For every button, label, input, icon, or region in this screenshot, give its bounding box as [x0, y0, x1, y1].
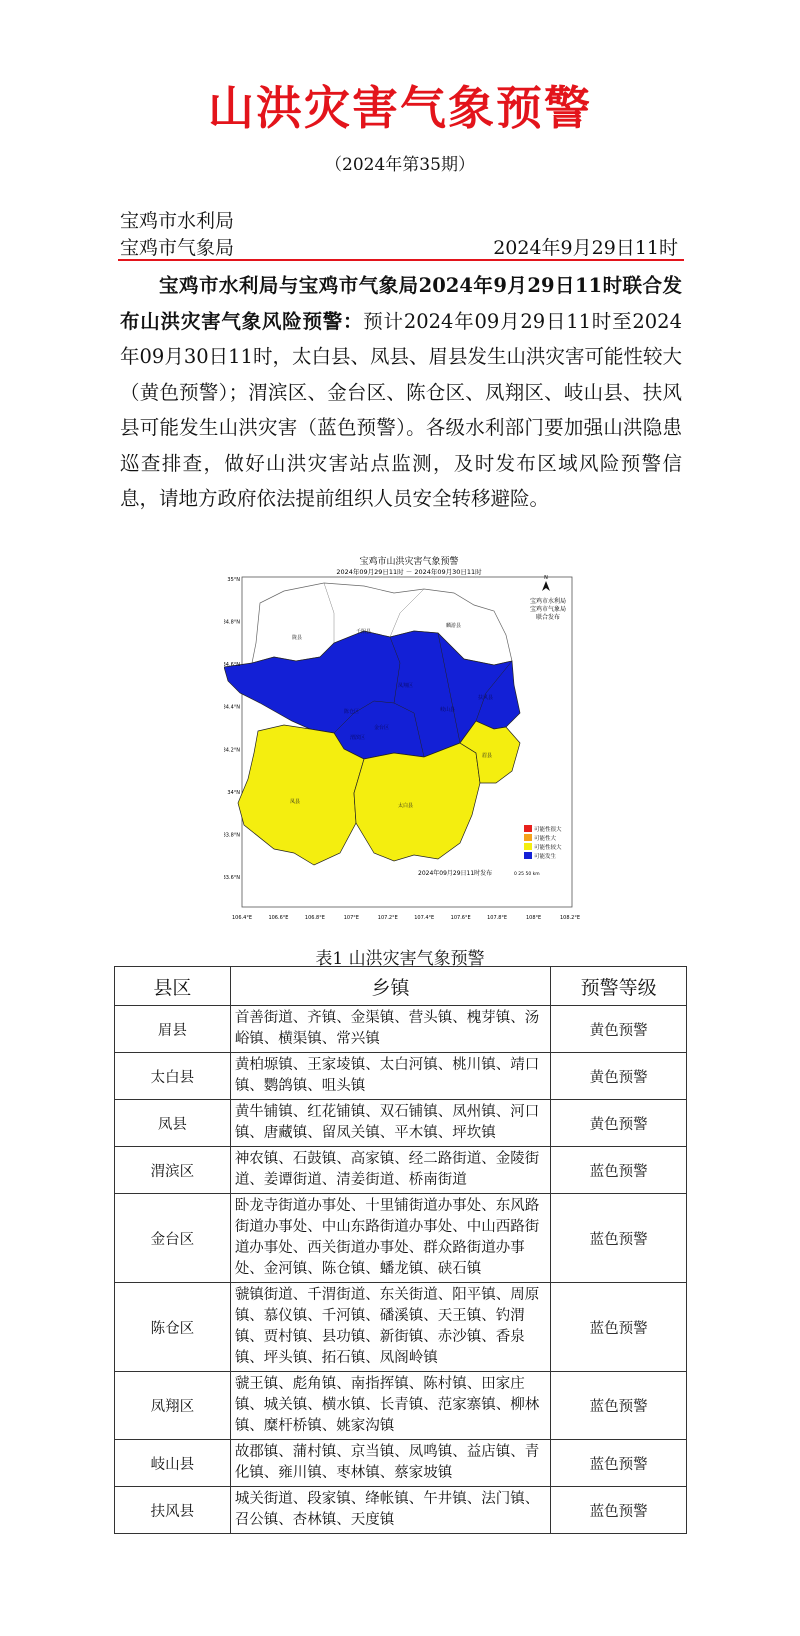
cell-level: 蓝色预警: [551, 1194, 687, 1283]
longitude-tick-label: 106.8°E: [304, 915, 325, 921]
map-footer: 2024年09月29日11时发布: [418, 870, 493, 877]
label-fengxian: 凤县: [290, 799, 301, 805]
issuer-water-bureau: 宝鸡市水利局: [120, 210, 235, 232]
cell-towns: 神农镇、石鼓镇、高家镇、经二路街道、金陵街道、姜谭街道、清姜街道、桥南街道: [230, 1147, 550, 1194]
cell-county: 太白县: [115, 1053, 231, 1100]
cell-county: 扶风县: [115, 1487, 231, 1534]
cell-county: 凤翔区: [115, 1372, 231, 1440]
cell-county: 陈仓区: [115, 1283, 231, 1372]
label-qianyang: 千阳县: [356, 629, 372, 635]
legend-swatch-high: [524, 834, 532, 841]
legend-label-possible: 可能发生: [534, 854, 557, 860]
cell-towns: 首善街道、齐镇、金渠镇、营头镇、槐芽镇、汤峪镇、横渠镇、常兴镇: [230, 1006, 550, 1053]
cell-county: 眉县: [115, 1006, 231, 1053]
cell-county: 岐山县: [115, 1440, 231, 1487]
label-qishan: 岐山县: [440, 707, 456, 713]
warning-paragraph-lead: 宝鸡市水利局与宝鸡市气象局2024年9月29日11时联合发布山洪灾害气象风险预警：: [120, 274, 682, 333]
longitude-tick-label: 108.2°E: [560, 915, 580, 921]
label-meixian: 眉县: [482, 753, 493, 759]
table-row: [115, 1053, 687, 1100]
latitude-tick-label: 35°N: [227, 577, 240, 583]
cell-towns: 虢王镇、彪角镇、南指挥镇、陈村镇、田家庄镇、城关镇、横水镇、长青镇、范家寨镇、柳林镇、糜杆桥镇、姚家沟镇: [230, 1372, 550, 1440]
label-fengxiang: 凤翔区: [398, 683, 414, 689]
label-weibin: 渭滨区: [350, 735, 366, 741]
map-agency-line-1: 宝鸡市水利局: [529, 598, 567, 605]
cell-level: 黄色预警: [551, 1100, 687, 1147]
warning-table: [114, 966, 687, 1534]
warning-map: [224, 553, 594, 931]
longitude-tick-label: 106.4°E: [232, 915, 252, 921]
cell-towns: 城关街道、段家镇、绛帐镇、午井镇、法门镇、召公镇、杏林镇、天度镇: [230, 1487, 550, 1534]
longitude-tick-label: 107.8°E: [487, 915, 508, 921]
issue-date: 2024年9月29日11时: [493, 237, 678, 259]
latitude-tick-label: 33.6°N: [224, 875, 240, 881]
table-header-row: [115, 967, 687, 1006]
issue-number: （2024年第35期）: [325, 155, 475, 175]
map-agency-line-3: 联合发布: [535, 614, 561, 621]
header-towns: 乡镇: [230, 967, 550, 1006]
warning-paragraph-body: 预计2024年09月29日11时至2024年09月30日11时，太白县、凤县、眉县发生山洪灾害可能性较大（黄色预警）；渭滨区、金台区、陈仓区、凤翔区、岐山县、扶风县可能发生山洪灾害（蓝色预警）。各级水利部门要加强山洪隐患巡查排查，做好山洪灾害站点监测，及时发布区域风险预警信息，请地方政府依法提前组织人员安全转移避险。: [120, 309, 682, 510]
latitude-tick-label: 34.6°N: [224, 662, 240, 669]
header-county: 县区: [115, 967, 231, 1006]
label-chencang: 陈仓区: [344, 709, 360, 715]
cell-level: 蓝色预警: [551, 1372, 687, 1440]
latitude-tick-label: 34.2°N: [224, 747, 240, 754]
latitude-tick-label: 34.4°N: [224, 704, 240, 711]
cell-county: 凤县: [115, 1100, 231, 1147]
map-period: 2024年09月29日11时 － 2024年09月30日11时: [336, 568, 482, 576]
north-label: N: [544, 575, 548, 581]
label-taibai: 太白县: [398, 803, 414, 809]
table-row: [115, 1487, 687, 1534]
longitude-tick-label: 107.4°E: [414, 915, 435, 921]
warning-paragraph: [120, 268, 682, 517]
table-row: [115, 1194, 687, 1283]
legend-swatch-possible: [524, 852, 532, 859]
table-row: [115, 1440, 687, 1487]
legend-swatch-fairly-high: [524, 843, 532, 850]
latitude-tick-label: 34.8°N: [224, 619, 240, 626]
map-agency-line-2: 宝鸡市气象局: [529, 606, 567, 613]
longitude-tick-label: 106.6°E: [268, 915, 289, 921]
cell-county: 金台区: [115, 1194, 231, 1283]
table-row: [115, 1006, 687, 1053]
table-row: [115, 1372, 687, 1440]
legend-label-fairly-high: 可能性较大: [534, 845, 562, 851]
label-jintai: 金台区: [374, 725, 390, 731]
longitude-tick-label: 107.2°E: [377, 915, 398, 921]
table-caption: 表1 山洪灾害气象预警: [315, 949, 485, 969]
cell-towns: 虢镇街道、千渭街道、东关街道、阳平镇、周原镇、慕仪镇、千河镇、磻溪镇、天王镇、钓渭镇、贾村镇、县功镇、新街镇、赤沙镇、香泉镇、坪头镇、拓石镇、凤阁岭镇: [230, 1283, 550, 1372]
label-long: 陇县: [292, 635, 303, 641]
table-row: [115, 1283, 687, 1372]
map-title: 宝鸡市山洪灾害气象预警: [359, 557, 459, 567]
table-row: [115, 1100, 687, 1147]
header-divider: [118, 259, 684, 261]
warning-map-svg: [224, 553, 594, 931]
legend-label-high: 可能性大: [534, 836, 557, 842]
label-linyou: 麟游县: [446, 623, 462, 629]
cell-level: 蓝色预警: [551, 1147, 687, 1194]
latitude-tick-label: 33.8°N: [224, 832, 240, 839]
longitude-tick-label: 107°E: [343, 915, 359, 921]
cell-towns: 黄柏塬镇、王家堎镇、太白河镇、桃川镇、靖口镇、鹦鸽镇、咀头镇: [230, 1053, 550, 1100]
table-row: [115, 1147, 687, 1194]
latitude-axis: [224, 577, 240, 881]
cell-level: 蓝色预警: [551, 1487, 687, 1534]
cell-towns: 卧龙寺街道办事处、十里铺街道办事处、东风路街道办事处、中山东路街道办事处、中山西路街道办事处、西关街道办事处、群众路街道办事处、金河镇、陈仓镇、蟠龙镇、硖石镇: [230, 1194, 550, 1283]
cell-level: 蓝色预警: [551, 1440, 687, 1487]
longitude-tick-label: 107.6°E: [450, 915, 471, 921]
cell-towns: 黄牛铺镇、红花铺镇、双石铺镇、凤州镇、河口镇、唐藏镇、留凤关镇、平木镇、坪坎镇: [230, 1100, 550, 1147]
cell-level: 黄色预警: [551, 1053, 687, 1100]
legend-swatch-very-high: [524, 825, 532, 832]
legend-label-very-high: 可能性很大: [534, 827, 562, 833]
label-fufeng: 扶风县: [478, 695, 494, 701]
header-level: 预警等级: [551, 967, 687, 1006]
longitude-tick-label: 108°E: [525, 915, 542, 921]
cell-level: 蓝色预警: [551, 1283, 687, 1372]
latitude-tick-label: 34°N: [227, 789, 240, 796]
cell-level: 黄色预警: [551, 1006, 687, 1053]
cell-county: 渭滨区: [115, 1147, 231, 1194]
longitude-axis: [232, 915, 580, 921]
cell-towns: 故郡镇、蒲村镇、京当镇、凤鸣镇、益店镇、青化镇、雍川镇、枣林镇、蔡家坡镇: [230, 1440, 550, 1487]
document-title: 山洪灾害气象预警: [208, 81, 592, 135]
issuer-meteorological-bureau: 宝鸡市气象局: [120, 237, 235, 259]
map-scale: 0 25 50 km: [514, 872, 540, 877]
